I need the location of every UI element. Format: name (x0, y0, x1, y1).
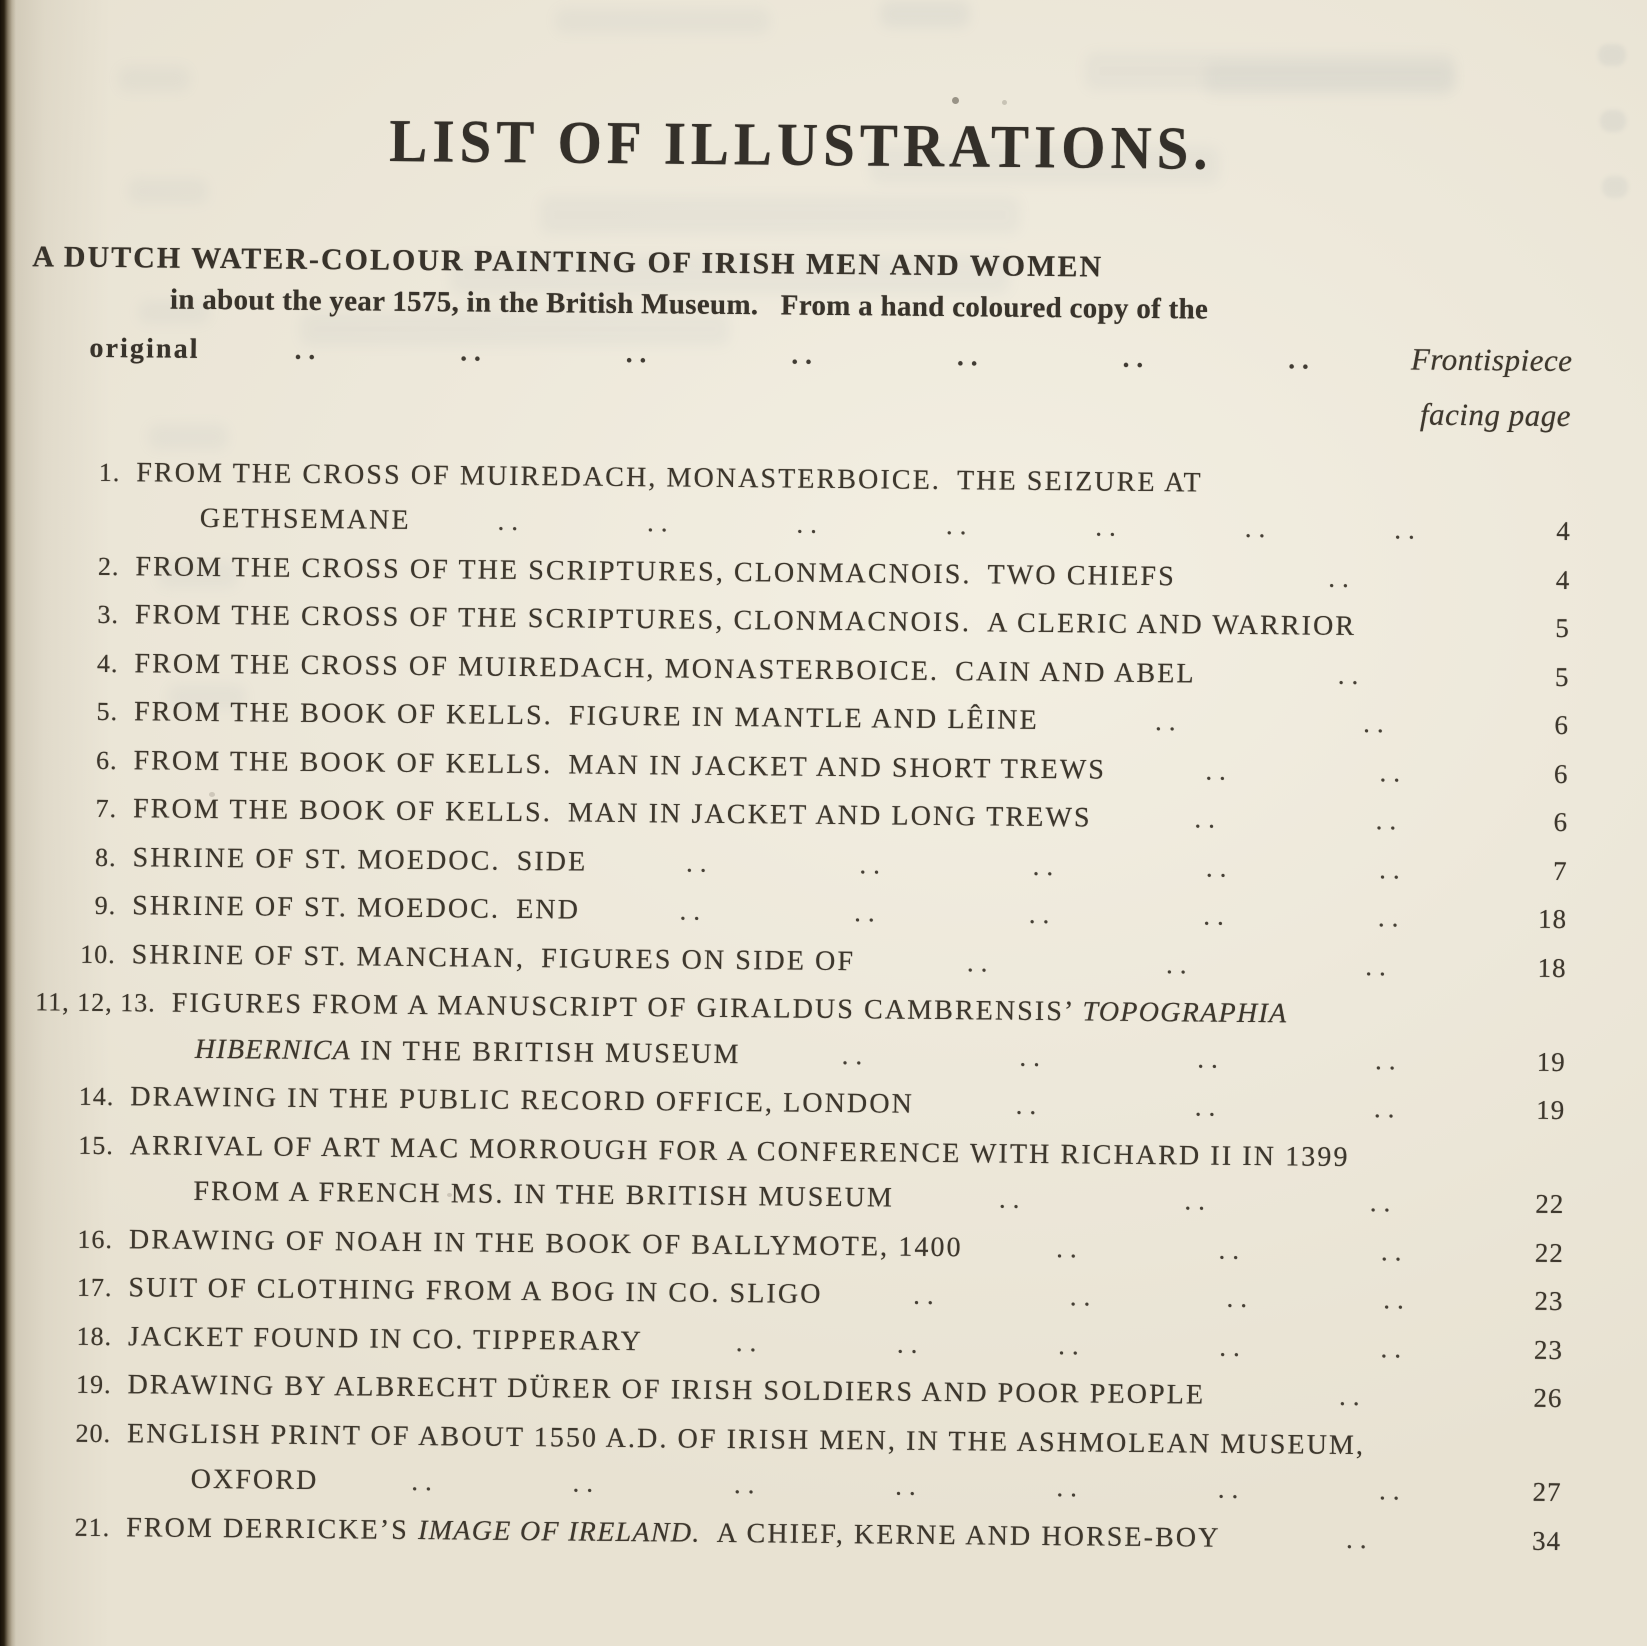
frontispiece-label: original (89, 332, 200, 365)
dot-leader (914, 1082, 1504, 1133)
entry-number: 5. (96, 696, 119, 727)
leader-dot-pair: .. (1379, 756, 1408, 787)
leader-dot-pair: .. (411, 1465, 439, 1497)
entry-title-text: JACKET FOUND IN CO. TIPPERARY (127, 1320, 644, 1357)
leader-dot-pair: .. (1028, 898, 1057, 930)
dot-leader (1203, 491, 1572, 495)
entry-title-text: FROM THE BOOK OF KELLS. FIGURE IN MANTLE AND LÊINE (133, 696, 1039, 736)
leader-dot-pair: .. (1203, 900, 1232, 931)
dot-leader (1287, 1022, 1566, 1025)
entry-number: 2. (97, 551, 120, 581)
leader-dot-pair: .. (791, 339, 820, 370)
entry-number: 15. (78, 1130, 115, 1160)
leader-dot-pair: .. (1379, 853, 1407, 884)
leader-dot-pair: .. (1122, 342, 1151, 373)
leader-dot-pair: .. (1345, 1523, 1374, 1554)
leader-dot-pair: .. (966, 946, 995, 978)
leader-dot-pair: .. (1377, 902, 1406, 933)
leader-dot-pair: .. (1374, 1044, 1403, 1075)
leader-dot-pair: .. (1288, 344, 1316, 375)
entry-page-number: 7 (1552, 855, 1568, 886)
entry-title-text: FROM A FRENCH MS. IN THE BRITISH MUSEUM (193, 1175, 895, 1214)
leader-dot-pair: .. (1328, 562, 1357, 593)
leader-dot-pair: .. (1165, 948, 1194, 979)
entry-number: 10. (80, 939, 116, 969)
leader-dot-pair: .. (1015, 1089, 1044, 1120)
dot-leader (1365, 1454, 1562, 1456)
page-title: LIST OF ILLUSTRATIONS. (389, 107, 1213, 183)
entry-number: 8. (94, 842, 117, 872)
entry-number: 1. (98, 457, 121, 487)
leader-dot-pair: .. (998, 1183, 1027, 1214)
leader-dot-pair: .. (1369, 1187, 1398, 1218)
entry-page-number: 5 (1555, 612, 1571, 644)
entry-number: 9. (94, 890, 117, 921)
dot-leader (1356, 635, 1508, 636)
dot-leader (1349, 1165, 1564, 1167)
entry-title-text: SHRINE OF ST. MOEDOC. SIDE (132, 841, 588, 878)
entry-page-number: 23 (1534, 1285, 1564, 1316)
entry-page-number: 19 (1536, 1094, 1566, 1125)
leader-dot-pair: .. (1058, 1329, 1086, 1360)
frontispiece-page-ref: Frontispiece (1410, 341, 1573, 379)
leader-dot-pair: .. (1095, 511, 1124, 542)
entry-page-number: 19 (1536, 1046, 1566, 1077)
dot-leader (1205, 1373, 1501, 1421)
entry-page-number: 22 (1535, 1188, 1565, 1219)
leader-dot-pair: .. (1205, 852, 1234, 883)
frontispiece-line1: A DUTCH WATER-COLOUR PAINTING OF IRISH MEN AND WOMEN (32, 240, 1104, 284)
leader-dot-pair: .. (625, 337, 654, 369)
leader-dot-pair: .. (895, 1470, 923, 1501)
leader-dot-pair: .. (956, 341, 985, 372)
leader-dot-pair: .. (1184, 1185, 1213, 1216)
entry-title-text: FROM DERRICKE’S IMAGE OF IRELAND. A CHIEF, KERNE AND HORSE-BOY (126, 1511, 1221, 1554)
leader-dot-pair: .. (945, 510, 974, 541)
entry-title-text: FROM THE BOOK OF KELLS. MAN IN JACKET AND LONG TREWS (132, 793, 1092, 834)
entry-title-text: GETHSEMANE (199, 502, 411, 536)
leader-dot-pair: .. (1244, 512, 1273, 544)
entry-page-number: 26 (1533, 1382, 1563, 1413)
dot-leader (855, 939, 1505, 991)
dot-leader (740, 1032, 1504, 1085)
entry-page-number: 18 (1537, 903, 1568, 935)
illustration-entry (35, 979, 1567, 1085)
entry-page-number: 22 (1534, 1237, 1565, 1268)
dot-leader (962, 1225, 1502, 1276)
leader-dot-pair: .. (1380, 1332, 1409, 1364)
entry-title-text: DRAWING IN THE PUBLIC RECORD OFFICE, LONDON (130, 1081, 915, 1120)
entry-page-number: 23 (1533, 1334, 1564, 1365)
leader-dot-pair: .. (1365, 950, 1393, 981)
leader-dot-pair: .. (1217, 1473, 1246, 1504)
entry-page-number: 6 (1554, 709, 1570, 741)
leader-dot-pair: .. (796, 508, 825, 539)
entry-page-number: 34 (1531, 1525, 1562, 1556)
entry-title-text: FIGURES FROM A MANUSCRIPT OF GIRALDUS CAMBRENSIS’ TOPOGRAPHIA (171, 987, 1288, 1030)
leader-dot-pair: .. (1056, 1232, 1084, 1263)
entry-number: 17. (76, 1272, 113, 1303)
entry-number: 7. (95, 793, 118, 824)
leader-dot-pair: .. (294, 334, 323, 366)
entry-page-number: 6 (1553, 806, 1569, 838)
entry-title-text: DRAWING OF NOAH IN THE BOOK OF BALLYMOTE, 1400 (128, 1223, 963, 1263)
frontispiece-entry (32, 240, 1574, 433)
entry-title-text: ENGLISH PRINT OF ABOUT 1550 A.D. OF IRISH MEN, IN THE ASHMOLEAN MUSEUM, (126, 1417, 1366, 1461)
entry-page-number: 18 (1537, 952, 1567, 983)
leader-dot-pair: .. (1194, 1091, 1223, 1122)
leader-dot-pair: .. (854, 897, 882, 928)
entry-title-text: FROM THE CROSS OF MUIREDACH, MONASTERBOICE. CAIN AND ABEL (134, 647, 1196, 689)
dot-leader (1091, 795, 1506, 844)
entry-number: 3. (97, 599, 120, 630)
entry-number: 16. (77, 1224, 114, 1254)
leader-dot-pair: .. (646, 507, 675, 538)
illustration-entry (40, 449, 1572, 555)
leader-dot-pair: .. (1337, 659, 1366, 690)
frontispiece-line3 (89, 324, 1572, 386)
leader-dot-pair: .. (1373, 1093, 1402, 1124)
entry-number: 6. (95, 745, 118, 775)
entry-number: 21. (74, 1512, 111, 1542)
leader-dot-pair: .. (1069, 1281, 1098, 1312)
leader-dot-pair: .. (1056, 1472, 1085, 1503)
leader-dot-pair: .. (1380, 1235, 1409, 1267)
entry-title-text: FROM THE CROSS OF THE SCRIPTURES, CLONMACNOIS. TWO CHIEFS (135, 550, 1177, 592)
facing-page-note: facing page (1419, 396, 1572, 433)
dot-leader (1195, 651, 1507, 699)
entry-number: 20. (75, 1418, 112, 1448)
entry-page-number: 4 (1556, 515, 1571, 547)
entry-title-text: OXFORD (190, 1463, 319, 1497)
leader-dot-pair: .. (896, 1328, 925, 1359)
entry-title-text: SHRINE OF ST. MANCHAN, FIGURES ON SIDE OF (131, 938, 856, 977)
dot-leader (1176, 554, 1509, 603)
dot-leader (199, 327, 1411, 384)
leader-dot-pair: .. (859, 848, 888, 879)
leader-dot-pair: .. (679, 895, 708, 926)
entry-number: 11, 12, 13. (35, 987, 156, 1018)
leader-dot-pair: .. (1383, 1284, 1411, 1315)
entry-number: 19. (75, 1369, 112, 1400)
leader-dot-pair: .. (735, 1326, 764, 1357)
frontispiece-line2: in about the year 1575, in the British Museum. From a hand coloured copy of the (169, 283, 1209, 326)
leader-dot-pair: .. (497, 505, 526, 536)
leader-dot-pair: .. (1032, 850, 1061, 881)
entry-page-number: 6 (1553, 758, 1569, 789)
leader-dot-pair: .. (1218, 1234, 1247, 1265)
entry-page-number: 5 (1554, 661, 1570, 692)
leader-dot-pair: .. (460, 336, 488, 367)
leader-dot-pair: .. (1194, 803, 1223, 834)
dot-leader (1106, 747, 1507, 796)
illustrations-list (30, 449, 1571, 1564)
leader-dot-pair: .. (1205, 755, 1234, 786)
entry-title-text: ARRIVAL OF ART MAC MORROUGH FOR A CONFERENCE WITH RICHARD II IN 1399 (129, 1129, 1350, 1173)
dot-leader (580, 888, 1506, 942)
entry-title-text: FROM THE BOOK OF KELLS. MAN IN JACKET AND SHORT TREWS (133, 744, 1107, 786)
entry-number: 14. (78, 1081, 115, 1112)
illustration-entry (30, 1410, 1562, 1516)
leader-dot-pair: .. (1378, 1475, 1407, 1506)
entry-title-text: SHRINE OF ST. MOEDOC. END (132, 890, 581, 926)
leader-dot-pair: .. (1338, 1380, 1367, 1412)
entry-title-text: FROM THE CROSS OF THE SCRIPTURES, CLONMACNOIS. A CLERIC AND WARRIOR (134, 599, 1357, 642)
dot-leader (1220, 1515, 1499, 1563)
entry-number: 18. (76, 1321, 113, 1351)
leader-dot-pair: .. (1019, 1041, 1048, 1072)
leader-dot-pair: .. (1363, 708, 1391, 739)
book-gutter-shadow (0, 0, 16, 1646)
dot-leader (410, 498, 1509, 554)
leader-dot-pair: .. (1219, 1331, 1248, 1362)
entry-title-text: FROM THE CROSS OF MUIREDACH, MONASTERBOICE. THE SEIZURE AT (136, 456, 1203, 498)
entry-title-text: HIBERNICA IN THE BRITISH MUSEUM (194, 1033, 741, 1070)
entry-title-text: SUIT OF CLOTHING FROM A BOG IN CO. SLIGO (128, 1272, 823, 1310)
leader-dot-pair: .. (1375, 805, 1404, 836)
entry-page-number: 27 (1532, 1476, 1562, 1507)
leader-dot-pair: .. (1394, 514, 1422, 545)
dot-leader (822, 1272, 1501, 1324)
illustration-entry (33, 1122, 1565, 1228)
leader-dot-pair: .. (1197, 1042, 1225, 1074)
dot-leader (1039, 698, 1508, 748)
dot-leader (643, 1319, 1501, 1373)
leader-dot-pair: .. (1154, 706, 1183, 737)
leader-dot-pair: .. (913, 1279, 941, 1311)
leader-dot-pair: .. (1226, 1282, 1255, 1314)
entry-title-text: DRAWING BY ALBRECHT DÜRER OF IRISH SOLDIERS AND POOR PEOPLE (127, 1369, 1206, 1411)
leader-dot-pair: .. (686, 847, 714, 878)
entry-number: 4. (96, 648, 119, 678)
entry-page-number: 4 (1555, 564, 1571, 595)
leader-dot-pair: .. (733, 1469, 762, 1500)
dot-leader (587, 839, 1506, 893)
leader-dot-pair: .. (841, 1039, 870, 1070)
leader-dot-pair: .. (572, 1467, 601, 1498)
dot-leader (894, 1176, 1503, 1227)
